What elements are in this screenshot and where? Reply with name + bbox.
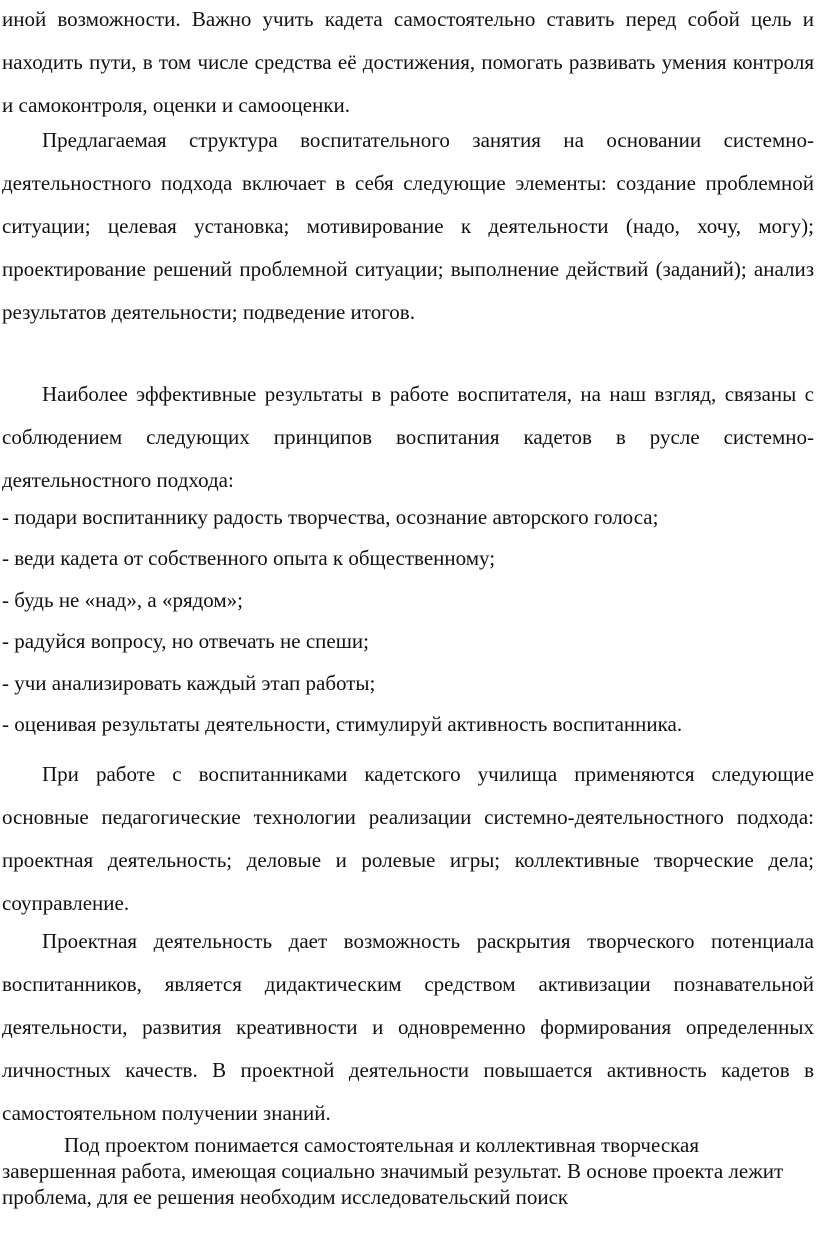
list-item: - оценивая результаты деятельности, стимулируй активность воспитанника. bbox=[2, 712, 683, 737]
list-item: - веди кадета от собственного опыта к общественному; bbox=[2, 546, 496, 571]
paragraph-technologies: При работе с воспитанниками кадетского училища применяются следующие основные педагогические технологии реализации системно-деятельностного подхода: проектная деятельность; деловые и ролевые игры; коллективные творческие дела; соуправление. bbox=[2, 762, 814, 915]
paragraph-continuation: иной возможности. Важно учить кадета самостоятельно ставить перед собой цель и находить пути, в том числе средства её достижения, помогать развивать умения контроля и самоконтроля, оценки и самооценки. bbox=[2, 7, 814, 117]
list-item: - радуйся вопросу, но отвечать не спеши; bbox=[2, 629, 369, 654]
list-item: - учи анализировать каждый этап работы; bbox=[2, 670, 376, 695]
principles-list bbox=[0, 497, 812, 745]
paragraph-project-activity: Проектная деятельность дает возможность раскрытия творческого потенциала воспитанников, является дидактическим средством активизации познавательной деятельности, развития креативности и одновременно формирования определенных личностных качеств. В проектной деятельности повышается активность кадетов в самостоятельном получении знаний. bbox=[2, 929, 814, 1125]
paragraph-project-definition: Под проектом понимается самостоятельная и коллективная творческая завершенная работа, имеющая социально значимый результат. В основе проекта лежит проблема, для ее решения необходим исследовательский поиск bbox=[2, 1133, 784, 1209]
list-item: - будь не «над», а «рядом»; bbox=[2, 587, 244, 612]
list-item: - подари воспитаннику радость творчества, осознание авторского голоса; bbox=[2, 505, 659, 529]
paragraph-principles-intro: Наиболее эффективные результаты в работе воспитателя, на наш взгляд, связаны с соблюдением следующих принципов воспитания кадетов в русле системно-деятельностного подхода: bbox=[2, 382, 814, 492]
paragraph-lesson-structure: Предлагаемая структура воспитательного занятия на основании системно-деятельностного подхода включает в себя следующие элементы: создание проблемной ситуации; целевая установка; мотивирование к деятельности (надо, хочу, могу); проектирование решений проблемной ситуации; выполнение действий (заданий); анализ результатов деятельности; подведение итогов. bbox=[2, 128, 814, 324]
